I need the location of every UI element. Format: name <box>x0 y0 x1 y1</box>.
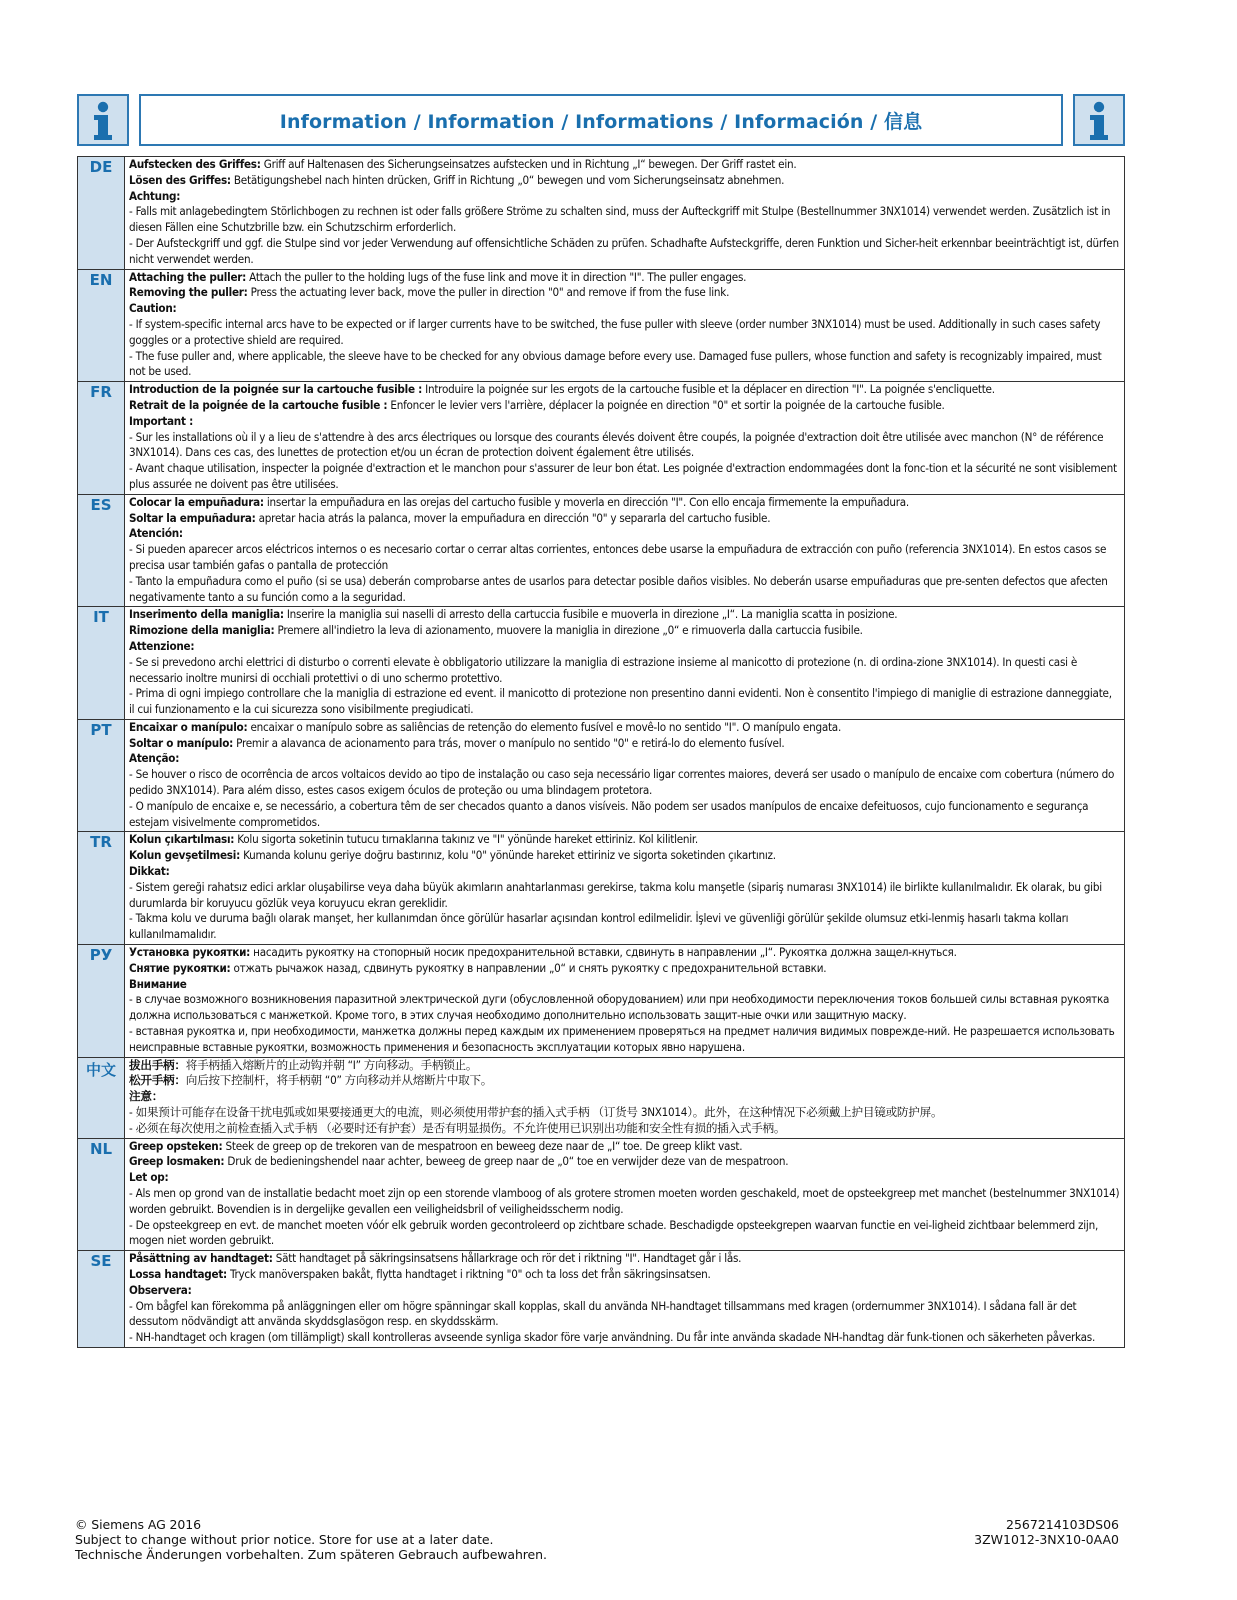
language-text <box>125 1138 1125 1251</box>
paragraph-label: Caution: <box>129 301 177 316</box>
paragraph-label: Colocar la empuñadura: <box>129 494 264 509</box>
paragraph <box>129 655 1120 687</box>
paragraph-label: Atención: <box>129 526 183 541</box>
paragraph-text: Steek de greep op de trekoren van de mespatroon en beweeg deze naar de „I“ toe. De greep klikt vast. <box>222 1138 743 1153</box>
paragraph <box>129 686 1120 718</box>
header <box>77 94 1125 149</box>
paragraph-text: - 必须在每次使用之前检查插入式手柄 （必要时还有护套）是否有明显损伤。不允许使用已识别出功能和安全性有损的插入式手柄。 <box>129 1120 786 1135</box>
paragraph-text: Betätigungshebel nach hinten drücken, Griff in Richtung „0“ bewegen und vom Sicherungseinsatz abnehmen. <box>230 172 785 187</box>
footer-right <box>974 1517 1119 1547</box>
paragraph-label: Attaching the puller: <box>129 269 247 284</box>
page-title: Information / Information / Informations / Información / 信息 <box>139 94 1063 146</box>
paragraph-label: Achtung: <box>129 188 181 203</box>
paragraph <box>129 511 1120 527</box>
paragraph-text: - Sur les installations où il y a lieu de s'attendre à des arcs électriques ou lorsque des courants élevés doivent être coupés, la poignée d'extraction doit être utilisée avec manchon (N° de référence 3NX1014). Dans ces cas, des lunettes de protection et/ou un écran de protection doivent également être utilisés. <box>129 429 1104 460</box>
paragraph <box>129 880 1120 912</box>
paragraph <box>129 607 1120 623</box>
paragraph-text: - Se houver o risco de ocorrência de arcos voltaicos devido ao tipo de instalação ou caso seja necessário ligar correntes maiores, deverá ser usado o manípulo de encaixe com cobertura (número do pedido 3NX1014). Para além disso, estes casos exigem óculos de proteção ou uma blindagem protetora. <box>129 767 1115 798</box>
language-code: FR <box>78 382 125 495</box>
paragraph-label: Encaixar o manípulo: <box>129 719 248 734</box>
paragraph-text: - De opsteekgreep en evt. de manchet moeten vóór elk gebruik worden gecontroleerd op zichtbare schade. Beschadigde opsteekgrepen waarvan functie en vei-ligheid zichtbaar belemmerd zijn, mogen niet worden gebruikt. <box>129 1217 1099 1248</box>
paragraph-text: Premir a alavanca de acionamento para trás, mover o manípulo no sentido "0" e retirá-lo do elemento fusível. <box>233 735 785 750</box>
paragraph-text: - вставная рукоятка и, при необходимости, манжетка должны перед каждым их применением проверяться на предмет наличия видимых поврежде-ний. Не разрешается использовать неисправные вставные рукоятки, возможность применения и безопасность эксплуатации которых явно нарушена. <box>129 1024 1115 1054</box>
paragraph <box>129 1267 1120 1283</box>
paragraph <box>129 1058 1120 1074</box>
language-code: РУ <box>78 945 125 1058</box>
paragraph <box>129 961 1120 977</box>
language-code: EN <box>78 269 125 382</box>
paragraph-label: Lösen des Griffes: <box>129 172 231 187</box>
notice-de: Technische Änderungen vorbehalten. Zum späteren Gebrauch aufbewahren. <box>75 1547 547 1562</box>
paragraph <box>129 1089 1120 1105</box>
paragraph-text: - Der Aufsteckgriff und ggf. die Stulpe sind vor jeder Verwendung auf offensichtliche Schäden zu prüfen. Schadhafte Aufsteckgriffe, deren Funktion und Sicher-heit erkennbar beeinträchtigt ist, dürfen nicht verwendet werden. <box>129 235 1119 266</box>
paragraph <box>129 992 1120 1024</box>
language-code: NL <box>78 1138 125 1251</box>
paragraph-label: Kolun gevşetilmesi: <box>129 848 241 863</box>
notice-en: Subject to change without prior notice. Store for use at a later date. <box>75 1532 494 1547</box>
paragraph <box>129 1105 1120 1121</box>
language-text <box>125 494 1125 607</box>
paragraph <box>129 1121 1120 1137</box>
language-code: PT <box>78 719 125 832</box>
paragraph <box>129 751 1120 767</box>
paragraph <box>129 848 1120 864</box>
paragraph-text: - Si pueden aparecer arcos eléctricos internos o es necesario cortar o cerrar altas corrientes, entonces debe usarse la empuñadura de extracción con puño (referencia 3NX1014). En estos casos se precisa usar también gafas o pantalla de protección <box>129 542 1107 572</box>
paragraph-text: - Als men op grond van de installatie bedacht moet zijn op een storende vlamboog of als grotere stromen moeten worden geschakeld, moet de opsteekgreep met manchet (bestelnummer 3NX1014) worden gebruikt. Bovendien is in dergelijke gevallen een veiligheidsbril of veiligheidsscherm nodig. <box>129 1186 1120 1216</box>
paragraph <box>129 414 1120 430</box>
paragraph-label: Important : <box>129 413 194 428</box>
language-text <box>125 945 1125 1058</box>
paragraph-text: - Se si prevedono archi elettrici di disturbo o correnti elevate è obbligatorio utilizzare la maniglia di estrazione insieme al manicotto di protezione (n. di ordina-zione 3NX1014). In questi casi è necessario inoltre munirsi di occhiali protettivi o di uno schermo protettivo. <box>129 654 1078 685</box>
paragraph-text: - Sistem gereği rahatsız edici arklar oluşabilirse veya daha büyük akımların anahtarlanması gerekirse, takma kolu manşetle (sipariş numarası 3NX1014) ile birlikte kullanılmalıdır. Ek olarak, bu gibi durumlarda bir koruyucu gözlük veya koruyucu ekran gereklidir. <box>129 879 1102 910</box>
paragraph-text: - O manípulo de encaixe e, se necessário, a cobertura têm de ser checados quanto a danos visíveis. Não podem ser usados manípulos de encaixe defeituosos, cujo funcionamento e segurança estejam visivelmente comprometidos. <box>129 798 1089 829</box>
paragraph-text: Press the actuating lever back, move the puller in direction "0" and remove if from the fuse link. <box>247 285 730 300</box>
paragraph-text: - 如果预计可能存在设备干扰电弧或如果要接通更大的电流，则必须使用带护套的插入式手柄 （订货号 3NX1014）。此外，在这种情况下必须戴上护目镜或防护屏。 <box>129 1105 943 1120</box>
paragraph <box>129 623 1120 639</box>
paragraph <box>129 1024 1120 1056</box>
language-text <box>125 269 1125 382</box>
paragraph-text: Kolu sigorta soketinin tutucu tırnaklarına takınız ve "I" yönünde hareket ettiriniz. Kol kilitlenir. <box>234 832 698 847</box>
paragraph <box>129 495 1120 511</box>
paragraph <box>129 1139 1120 1155</box>
language-code: TR <box>78 832 125 945</box>
paragraph-text: - Takma kolu ve duruma bağlı olarak manşet, her kullanımdan önce görülür hasarlar açısından kontrol edilmelidir. İşlevi ve güvenliği görülür şekilde olumsuz etki-lenmiş hasarlı takma kolları kullanılmamalıdır. <box>129 911 1069 942</box>
paragraph <box>129 639 1120 655</box>
info-icon <box>77 94 129 146</box>
paragraph <box>129 1073 1120 1089</box>
paragraph <box>129 301 1120 317</box>
language-text <box>125 719 1125 832</box>
paragraph-label: Kolun çıkartılması: <box>129 832 235 847</box>
paragraph <box>129 1330 1120 1346</box>
language-text <box>125 382 1125 495</box>
paragraph-text: Inserire la maniglia sui naselli di arresto della cartuccia fusibile e muoverla in direzione „I“. La maniglia scatta in posizione. <box>283 607 898 622</box>
language-row <box>78 832 1125 945</box>
paragraph-label: 拔出手柄： <box>129 1057 186 1072</box>
paragraph-label: Внимание <box>129 976 187 991</box>
paragraph <box>129 799 1120 831</box>
language-text <box>125 832 1125 945</box>
paragraph-text: - Om bågfel kan förekomma på anläggningen eller om högre spänningar skall kopplas, skall du använda NH-handtaget tillsammans med kragen (ordernummer 3NX1014). I sådana fall är det dessutom nödvändigt att använda skyddsglasögon resp. en skyddsskärm. <box>129 1298 1077 1329</box>
language-row <box>78 1138 1125 1251</box>
paragraph-label: Aufstecken des Griffes: <box>129 157 261 171</box>
language-text <box>125 1251 1125 1348</box>
paragraph <box>129 349 1120 381</box>
paragraph <box>129 461 1120 493</box>
paragraph-label: Lossa handtaget: <box>129 1266 227 1281</box>
paragraph-label: Introduction de la poignée sur la cartouche fusible : <box>129 382 423 397</box>
paragraph-label: Soltar o manípulo: <box>129 735 234 750</box>
paragraph <box>129 189 1120 205</box>
paragraph-label: Let op: <box>129 1170 169 1185</box>
paragraph <box>129 720 1120 736</box>
paragraph-label: Rimozione della maniglia: <box>129 623 275 638</box>
info-icon <box>1073 94 1125 146</box>
paragraph-label: 松开手柄： <box>129 1073 186 1088</box>
paragraph-text: - If system-specific internal arcs have to be expected or if larger currents have to be switched, the fuse puller with sleeve (order number 3NX1014) must be used. Additionally in such cases safety goggles or a protective shield are required. <box>129 316 1101 347</box>
paragraph <box>129 430 1120 462</box>
language-code: IT <box>78 607 125 720</box>
paragraph <box>129 157 1120 173</box>
paragraph-text: Attach the puller to the holding lugs of the fuse link and move it in direction "I". The puller engages. <box>246 269 747 284</box>
paragraph-label: 注意： <box>129 1089 164 1104</box>
paragraph <box>129 236 1120 268</box>
paragraph-label: Greep losmaken: <box>129 1154 225 1169</box>
language-code: 中文 <box>78 1057 125 1138</box>
paragraph <box>129 574 1120 606</box>
paragraph-text: - The fuse puller and, where applicable, the sleeve have to be checked for any obvious damage before every use. Damaged fuse pullers, whose function and safety is recognizably impaired, must not be used. <box>129 348 1102 379</box>
paragraph-text: - Falls mit anlagebedingtem Störlichbogen zu rechnen ist oder falls größere Ströme zu schalten sind, muss der Aufteckgriff mit Stulpe (Bestellnummer 3NX1014) verwendet werden. Zusätzlich ist in diesen Fällen eine Schutzbrille bzw. ein Schutzschirm erforderlich. <box>129 204 1111 235</box>
paragraph-text: Griff auf Haltenasen des Sicherungseinsatzes aufstecken und in Richtung „I“ bewegen. Der Griff rastet ein. <box>260 157 797 171</box>
paragraph-label: Установка рукоятки: <box>129 945 251 960</box>
paragraph-text: 向后按下控制杆，将手柄朝 “0” 方向移动并从熔断片中取下。 <box>185 1073 493 1088</box>
paragraph-label: Dikkat: <box>129 864 170 879</box>
paragraph <box>129 736 1120 752</box>
paragraph-label: Inserimento della maniglia: <box>129 607 284 622</box>
paragraph-text: - в случае возможного возникновения паразитной электрической дуги (обусловленной оборудованием) или при необходимости переключения токов большей силы вставная рукоятка должна использоваться с манжеткой. Кроме того, в этих случая необходимо дополнительно использовать защит-ные очки или защитную маску. <box>129 992 1110 1023</box>
paragraph <box>129 204 1120 236</box>
paragraph-text: - Tanto la empuñadura como el puño (si se usa) deberán comprobarse antes de usarlos para detectar posible daños visibles. No deberán usarse empuñaduras que pre-senten defectos que afecten negativamente tanto a su función como a la seguridad. <box>129 573 1108 604</box>
paragraph-text: encaixar o manípulo sobre as saliências de retenção do elemento fusível e movê-lo no sentido "I". O manípulo engata. <box>247 719 842 734</box>
paragraph <box>129 1218 1120 1250</box>
paragraph-text: отжать рычажок назад, сдвинуть рукоятку в направлении „0“ и снять рукоятку с предохранительной вставки. <box>230 960 827 975</box>
paragraph-text: 将手柄插入熔断片的止动钩并朝 “I” 方向移动。手柄锁止。 <box>185 1057 478 1072</box>
paragraph-text: - Prima di ogni impiego controllare che la maniglia di estrazione ed event. il manicotto di protezione non presentino danni evidenti. Non è consentito l'impiego di maniglie di estrazione danneggiate, il cui funzionamento e la cui sicurezza sono visibilmente pregiudicati. <box>129 686 1112 717</box>
language-row <box>78 1251 1125 1348</box>
paragraph <box>129 542 1120 574</box>
language-row <box>78 157 1125 270</box>
paragraph-text: - NH-handtaget och kragen (om tillämpligt) skall kontrolleras avseende synliga skador före varje användning. Du får inte använda skadade NH-handtag där funk-tionen och säkerheten påverkas. <box>129 1330 1096 1345</box>
paragraph-text: Enfoncer le levier vers l'arrière, déplacer la poignée en direction "0" et sortir la poignée de la cartouche fusible. <box>387 397 945 412</box>
language-row <box>78 719 1125 832</box>
paragraph-label: Påsättning av handtaget: <box>129 1251 273 1266</box>
paragraph <box>129 398 1120 414</box>
paragraph <box>129 832 1120 848</box>
language-row <box>78 1057 1125 1138</box>
paragraph <box>129 864 1120 880</box>
language-code: SE <box>78 1251 125 1348</box>
language-row <box>78 607 1125 720</box>
paragraph-text: Druk de bedieningshendel naar achter, beweeg de greep naar de „0“ toe en verwijder deze van de mespatroon. <box>224 1154 789 1169</box>
language-row <box>78 382 1125 495</box>
language-row <box>78 494 1125 607</box>
paragraph <box>129 173 1120 189</box>
language-code: DE <box>78 157 125 270</box>
paragraph <box>129 1283 1120 1299</box>
paragraph <box>129 526 1120 542</box>
paragraph-label: Снятие рукоятки: <box>129 960 231 975</box>
language-text <box>125 607 1125 720</box>
paragraph-text: насадить рукоятку на стопорный носик предохранительной вставки, сдвинуть в направлении „I“. Рукоятка должна защел-кнуться. <box>250 945 957 960</box>
paragraph-label: Atenção: <box>129 751 180 766</box>
paragraph-label: Attenzione: <box>129 638 195 653</box>
document-number: 2567214103DS06 <box>1006 1517 1119 1532</box>
language-text <box>125 1057 1125 1138</box>
paragraph <box>129 1186 1120 1218</box>
language-row <box>78 269 1125 382</box>
paragraph-label: Greep opsteken: <box>129 1138 223 1153</box>
paragraph <box>129 270 1120 286</box>
paragraph <box>129 945 1120 961</box>
paragraph <box>129 317 1120 349</box>
paragraph-label: Observera: <box>129 1282 192 1297</box>
language-text <box>125 157 1125 270</box>
paragraph-text: Tryck manöverspaken bakåt, flytta handtaget i riktning "0" och ta loss det från säkringsinsatsen. <box>226 1266 711 1281</box>
language-row <box>78 945 1125 1058</box>
paragraph-text: Kumanda kolunu geriye doğru bastırınız, kolu "0" yönünde hareket ettiriniz ve sigorta soketinden çıkartınız. <box>240 848 776 863</box>
paragraph-label: Soltar la empuñadura: <box>129 510 256 525</box>
paragraph <box>129 911 1120 943</box>
order-number: 3ZW1012-3NX10-0AA0 <box>974 1532 1119 1547</box>
paragraph <box>129 1299 1120 1331</box>
paragraph-label: Retrait de la poignée de la cartouche fusible : <box>129 397 388 412</box>
paragraph-text: apretar hacia atrás la palanca, mover la empuñadura en dirección "0" y separarla del cartucho fusible. <box>255 510 771 525</box>
language-table <box>77 156 1125 1348</box>
paragraph-label: Removing the puller: <box>129 285 248 300</box>
paragraph <box>129 382 1120 398</box>
copyright: © Siemens AG 2016 <box>75 1517 201 1532</box>
paragraph-text: insertar la empuñadura en las orejas del cartucho fusible y moverla en dirección "I". Con ello encaja firmemente la empuñadura. <box>263 494 909 509</box>
paragraph <box>129 1170 1120 1186</box>
paragraph <box>129 1154 1120 1170</box>
footer-left <box>75 1517 547 1562</box>
language-code: ES <box>78 494 125 607</box>
paragraph <box>129 285 1120 301</box>
paragraph-text: Premere all'indietro la leva di azionamento, muovere la maniglia in direzione „0“ e rimuoverla dalla cartuccia fusibile. <box>274 623 863 638</box>
paragraph <box>129 767 1120 799</box>
paragraph-text: Sätt handtaget på säkringsinsatsens hållarkrage och rör det i riktning "I". Handtaget går i lås. <box>272 1251 742 1266</box>
paragraph-text: Introduire la poignée sur les ergots de la cartouche fusible et la déplacer en direction "I". La poignée s'encliquette. <box>422 382 995 397</box>
paragraph <box>129 1251 1120 1267</box>
paragraph <box>129 977 1120 993</box>
paragraph-text: - Avant chaque utilisation, inspecter la poignée d'extraction et le manchon pour s'assurer de leur bon état. Les poignée d'extraction endommagées dont la fonc-tion et la sécurité ne sont visiblement plus assurée ne doivent pas être utilisées. <box>129 461 1117 491</box>
